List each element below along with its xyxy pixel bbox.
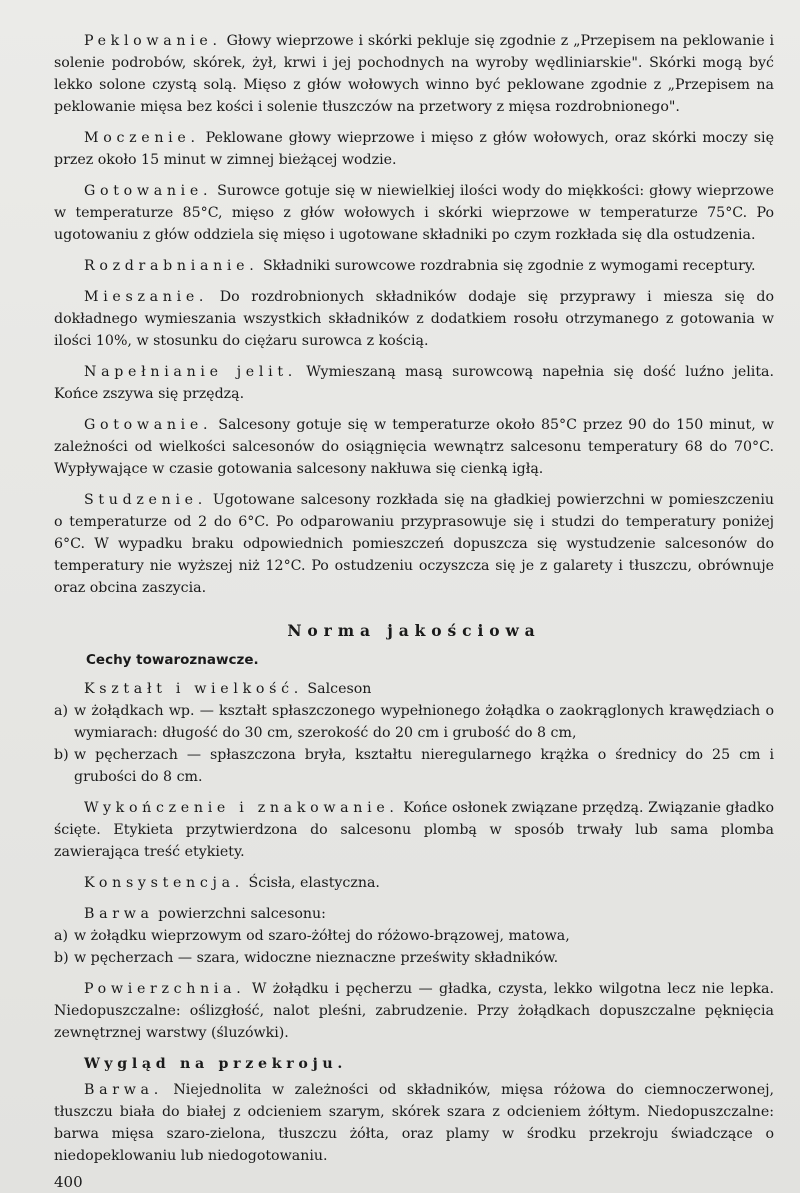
paragraph-title: Barwa xyxy=(84,906,154,922)
paragraph-konsystencja xyxy=(54,872,774,894)
paragraph-barwa-powierzchni xyxy=(54,903,774,925)
list-item xyxy=(54,925,774,947)
paragraph-text: Głowy wieprzowe i skórki pekluje się zgodnie z „Przepisem na peklowanie i solenie podrobów, skórek, żył, krwi i jej pochodnych na wyroby wędliniarskie". Skórki mogą być lekko solone czystą solą. Mięso z głów wołowych winno być peklowane zgodnie z „Przepisem na peklowanie mięsa bez kości i solenie tłuszczów na przetwory z mięsa rozdrobnionego". xyxy=(54,33,775,115)
list-item xyxy=(54,744,774,788)
paragraph-title: Studzenie. xyxy=(84,492,207,508)
list-marker: b) xyxy=(54,747,69,763)
paragraph-title: Gotowanie. xyxy=(84,183,213,199)
paragraph-title: Rozdrabnianie. xyxy=(84,258,259,274)
paragraph-text: Końce osłonek związane przędzą. Związanie gładko ścięte. Etykieta przytwierdzona do salcesonu plombą w sposób trwały lub sama plomba zawierająca treść etykiety. xyxy=(54,800,774,860)
paragraph-studzenie xyxy=(54,489,774,599)
paragraph-title: Kształt i wielkość. xyxy=(84,681,303,697)
paragraph-peklowanie xyxy=(54,30,774,118)
paragraph-rozdrabnianie xyxy=(54,255,774,277)
paragraph-text: powierzchni salcesonu: xyxy=(158,906,326,922)
paragraph-ksztalt xyxy=(54,678,774,700)
list-marker: a) xyxy=(54,928,68,944)
paragraph-text: Składniki surowcowe rozdrabnia się zgodnie z wymogami receptury. xyxy=(262,258,756,274)
page-number: 400 xyxy=(54,1173,83,1191)
paragraph-napelnianie-jelit xyxy=(54,361,774,405)
paragraph-wykonczenie xyxy=(54,797,774,863)
paragraph-powierzchnia xyxy=(54,978,774,1044)
paragraph-text: Niejednolita w zależności od składników, mięsa różowa do ciemnoczerwonej, tłuszczu biała do białej z odcieniem szarym, skórek szara z odcieniem żółtym. Niedopuszczalne: barwa mięsa szaro-zielona, tłuszczu żółta, oraz plamy w środku przekroju świadczące o niedopeklowaniu lub niedogotowaniu. xyxy=(54,1082,774,1164)
paragraph-text: Do rozdrobnionych składników dodaje się przyprawy i miesza się do dokładnego wymieszania wszystkich składników z dodatkiem rosołu otrzymanego z gotowania w ilości 10%, w stosunku do ciężaru surowca z kością. xyxy=(54,289,775,349)
list-text: w pęcherzach — szara, widoczne nieznaczne prześwity składników. xyxy=(74,950,559,966)
paragraph-text: Salceson xyxy=(307,681,372,697)
paragraph-text: Ugotowane salcesony rozkłada się na gładkiej powierzchni w pomieszczeniu o temperaturze od 2 do 6°C. Po odparowaniu przyprasowuje się i studzi do temperatury poniżej 6°C. W wypadku braku odpowiednich pomieszczeń dopuszcza się wystudzenie salcesonów do temperatury nie wyższej niż 12°C. Po ostudzeniu oczyszcza się je z galarety i tłuszczu, obrównuje oraz obcina zaszycia. xyxy=(54,492,774,596)
paragraph-title: Wykończenie i znakowanie. xyxy=(84,800,399,816)
list-item xyxy=(54,700,774,744)
paragraph-gotowanie-surowcow xyxy=(54,180,774,246)
paragraph-title: Konsystencja. xyxy=(84,875,244,891)
paragraph-text: Wymieszaną masą surowcową napełnia się dość luźno jelita. Końce zszywa się przędzą. xyxy=(54,364,775,402)
paragraph-text: Peklowane głowy wieprzowe i mięso z głów wołowych, oraz skórki moczy się przez około 15 minut w zimnej bieżącej wodzie. xyxy=(54,130,774,168)
paragraph-gotowanie-salcesonow xyxy=(54,414,774,480)
section-heading: Norma jakościowa xyxy=(287,621,541,640)
list-marker: a) xyxy=(54,703,68,719)
paragraph-mieszanie xyxy=(54,286,774,352)
paragraph-title: Barwa. xyxy=(84,1082,163,1098)
paragraph-text: W żołądku i pęcherzu — gładka, czysta, lekko wilgotna lecz nie lepka. Niedopuszczalne: oślizgłość, nalot pleśni, zabrudzenie. Przy żołądkach dopuszczalne pęknięcia zewnętrznej warstwy (śluzówki). xyxy=(54,981,774,1041)
paragraph-text: Salcesony gotuje się w temperaturze około 85°C przez 90 do 150 minut, w zależności od wielkości salcesonów do osiągnięcia wewnątrz salcesonu temperatury 68 do 70°C. Wypływające w czasie gotowania salcesony nakłuwa się cienką igłą. xyxy=(54,417,774,477)
paragraph-title: Mieszanie. xyxy=(84,289,209,305)
list-marker: b) xyxy=(54,950,69,966)
paragraph-moczenie xyxy=(54,127,774,171)
section-subheading: Cechy towaroznawcze. xyxy=(86,652,259,668)
paragraph-title: Powierzchnia. xyxy=(84,981,246,997)
paragraph-wyglad-na-przekroju xyxy=(54,1053,774,1075)
paragraph-title: Napełnianie jelit. xyxy=(84,364,297,380)
paragraph-title: Peklowanie. xyxy=(84,33,222,49)
list-text: w pęcherzach — spłaszczona bryła, kształtu nieregularnego krążka o średnicy do 25 cm i grubości do 8 cm. xyxy=(74,747,774,785)
paragraph-title: Wygląd na przekroju. xyxy=(84,1056,348,1072)
paragraph-barwa-przekroju xyxy=(54,1079,774,1167)
paragraph-text: Ścisła, elastyczna. xyxy=(248,875,380,891)
paragraph-title: Gotowanie. xyxy=(84,417,213,433)
paragraph-text: Surowce gotuje się w niewielkiej ilości wody do miękkości: głowy wieprzowe w temperaturze 85°C, mięso z głów wołowych i skórki wieprzowe w temperaturze 75°C. Po ugotowaniu z głów oddziela się mięso i ugotowane składniki po czym rozkłada się dla ostudzenia. xyxy=(54,183,774,243)
list-item xyxy=(54,947,774,969)
list-text: w żołądku wieprzowym od szaro-żółtej do różowo-brązowej, matowa, xyxy=(74,928,570,944)
paragraph-title: Moczenie. xyxy=(84,130,200,146)
list-text: w żołądkach wp. — kształt spłaszczonego wypełnionego żołądka o zaokrąglonych krawędziach o wymiarach: długość do 30 cm, szerokość do 20 cm i grubość do 8 cm, xyxy=(74,703,774,741)
